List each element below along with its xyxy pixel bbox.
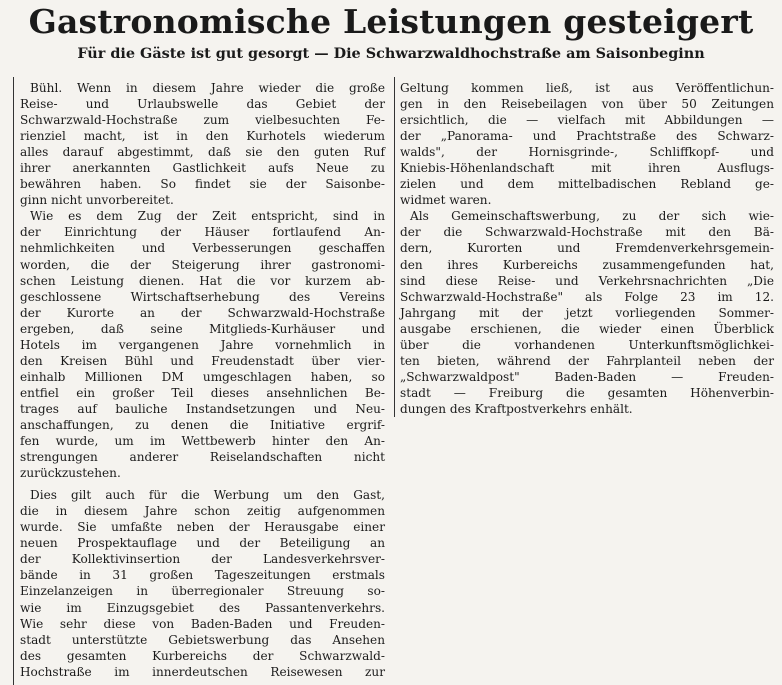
paragraph-5 xyxy=(400,208,774,417)
text-line: sind diese Reise- und Verkehrsnachrichten „Die xyxy=(400,273,774,288)
text-line: der die Schwarzwald-Hochstraße mit den Bä- xyxy=(400,225,774,240)
text-line: der „Panorama- und Prachtstraße des Schwarz- xyxy=(400,129,774,144)
text-line: Bühl. Wenn in diesem Jahre wieder die große xyxy=(30,81,385,95)
text-line: zielen und dem mittelbadischen Rebland ge- xyxy=(400,177,774,192)
text-line: fen wurde, um im Wettbewerb hinter den An- xyxy=(20,434,385,449)
paragraph-1 xyxy=(20,80,385,208)
text-line: widmet waren. xyxy=(400,193,492,208)
text-line: bände in 31 großen Tageszeitungen erstmals xyxy=(20,568,385,583)
text-line: ten bieten, während der Fahrplanteil neben der xyxy=(400,353,774,368)
text-line: Hochstraße im innerdeutschen Reisewesen zur xyxy=(20,664,385,679)
text-line: der Kollektivinsertion der Landesverkehrsver- xyxy=(20,552,385,567)
text-line: der Kurorte an der Schwarzwald-Hochstraße xyxy=(20,305,385,320)
text-line: gen in den Reisebeilagen von über 50 Zeitungen xyxy=(400,97,774,112)
text-line: bewähren haben. So findet sie der Saisonbe- xyxy=(20,177,385,192)
text-line: „Schwarzwaldpost" Baden-Baden — Freuden- xyxy=(400,369,774,384)
paragraph-3 xyxy=(20,487,385,680)
text-line: den Kreisen Bühl und Freudenstadt über vier- xyxy=(20,353,385,368)
text-line: wie im Einzugsgebiet des Passantenverkehrs. xyxy=(20,600,385,615)
article-headline: Gastronomische Leistungen gesteigert xyxy=(28,2,754,41)
text-line: den ihres Kurbereichs zusammengefunden hat, xyxy=(400,257,774,272)
text-line: Wie es dem Zug der Zeit entspricht, sind in xyxy=(30,209,385,224)
text-line: rienziel macht, ist in den Kurhotels wiederum xyxy=(20,129,385,144)
text-line: Dies gilt auch für die Werbung um den Gast, xyxy=(30,488,385,503)
column-divider-rule xyxy=(394,77,395,417)
text-line: ersichtlich, die — vielfach mit Abbildungen — xyxy=(400,113,774,128)
text-line: alles darauf abgestimmt, daß sie den guten Ruf xyxy=(20,145,385,160)
text-line: wurde. Sie umfaßte neben der Herausgabe einer xyxy=(20,520,385,535)
article-subheadline: Für die Gäste ist gut gesorgt — Die Schwarzwaldhochstraße am Saisonbeginn xyxy=(77,45,705,62)
text-line: ihrer anerkannten Gastlichkeit aufs Neue zu xyxy=(20,161,385,176)
text-line: Einzelanzeigen in überregionaler Streuung so- xyxy=(20,584,385,599)
text-line: einhalb Millionen DM umgeschlagen haben, so xyxy=(20,369,385,384)
text-line: Schwarzwald-Hochstraße" als Folge 23 im 12. xyxy=(400,289,774,304)
text-line: dern, Kurorten und Fremdenverkehrsgemein- xyxy=(400,241,774,256)
text-line: Kniebis-Höhenlandschaft mit ihren Ausflugs- xyxy=(400,161,774,176)
left-column-rule xyxy=(13,77,14,685)
text-line: Wie sehr diese von Baden-Baden und Freuden- xyxy=(20,616,385,631)
text-line: zurückzustehen. xyxy=(20,466,121,481)
text-line: ergeben, daß seine Mitglieds-Kurhäuser und xyxy=(20,321,385,336)
text-line: Reise- und Urlaubswelle das Gebiet der xyxy=(20,97,385,112)
text-line: über die vorhandenen Unterkunftsmöglichkei- xyxy=(400,337,774,352)
text-line: ginn nicht unvorbereitet. xyxy=(20,193,174,208)
text-line: neuen Prospektauflage und der Beteiligung an xyxy=(20,536,385,551)
text-line: walds", der Hornisgrinde-, Schliffkopf- und xyxy=(400,145,774,160)
text-line: worden, die der Steigerung ihrer gastronomi- xyxy=(20,257,385,272)
paragraph-2 xyxy=(20,208,385,481)
text-line: geschlossene Wirtschaftserhebung des Vereins xyxy=(20,289,385,304)
text-line: Geltung kommen ließ, ist aus Veröffentlichun- xyxy=(400,81,774,95)
paragraph-4 xyxy=(400,80,774,208)
text-line: entfiel ein großer Teil dieses ansehnlichen Be- xyxy=(20,385,385,400)
text-line: nehmlichkeiten und Verbesserungen geschaffen xyxy=(20,241,385,256)
text-line: der Einrichtung der Häuser fortlaufend An- xyxy=(20,225,385,240)
text-line: die in diesem Jahre schon zeitig aufgenommen xyxy=(20,504,385,519)
text-line: trages auf bauliche Instandsetzungen und Neu- xyxy=(20,401,385,416)
right-column xyxy=(400,80,774,417)
text-line: des gesamten Kurbereichs der Schwarzwald- xyxy=(20,648,385,663)
text-line: Jahrgang mit der jetzt vorliegenden Sommer- xyxy=(400,305,774,320)
text-line: Hotels im vergangenen Jahre vornehmlich in xyxy=(20,337,385,352)
text-line: stadt — Freiburg die gesamten Höhenverbin- xyxy=(400,385,774,400)
text-line: Schwarzwald-Hochstraße zum vielbesuchten Fe- xyxy=(20,113,385,128)
text-line: stadt unterstützte Gebietswerbung das Ansehen xyxy=(20,632,385,647)
text-line: schen Leistung dienen. Hat die vor kurzem ab- xyxy=(20,273,385,288)
left-column xyxy=(20,80,385,680)
text-line: Als Gemeinschaftswerbung, zu der sich wie- xyxy=(410,209,774,224)
text-line: ausgabe erschienen, die wieder einen Überblick xyxy=(400,321,774,336)
text-line: dungen des Kraftpostverkehrs enhält. xyxy=(400,401,633,416)
text-line: strengungen anderer Reiselandschaften nicht xyxy=(20,450,385,465)
text-line: anschaffungen, zu denen die Initiative ergrif- xyxy=(20,417,385,432)
